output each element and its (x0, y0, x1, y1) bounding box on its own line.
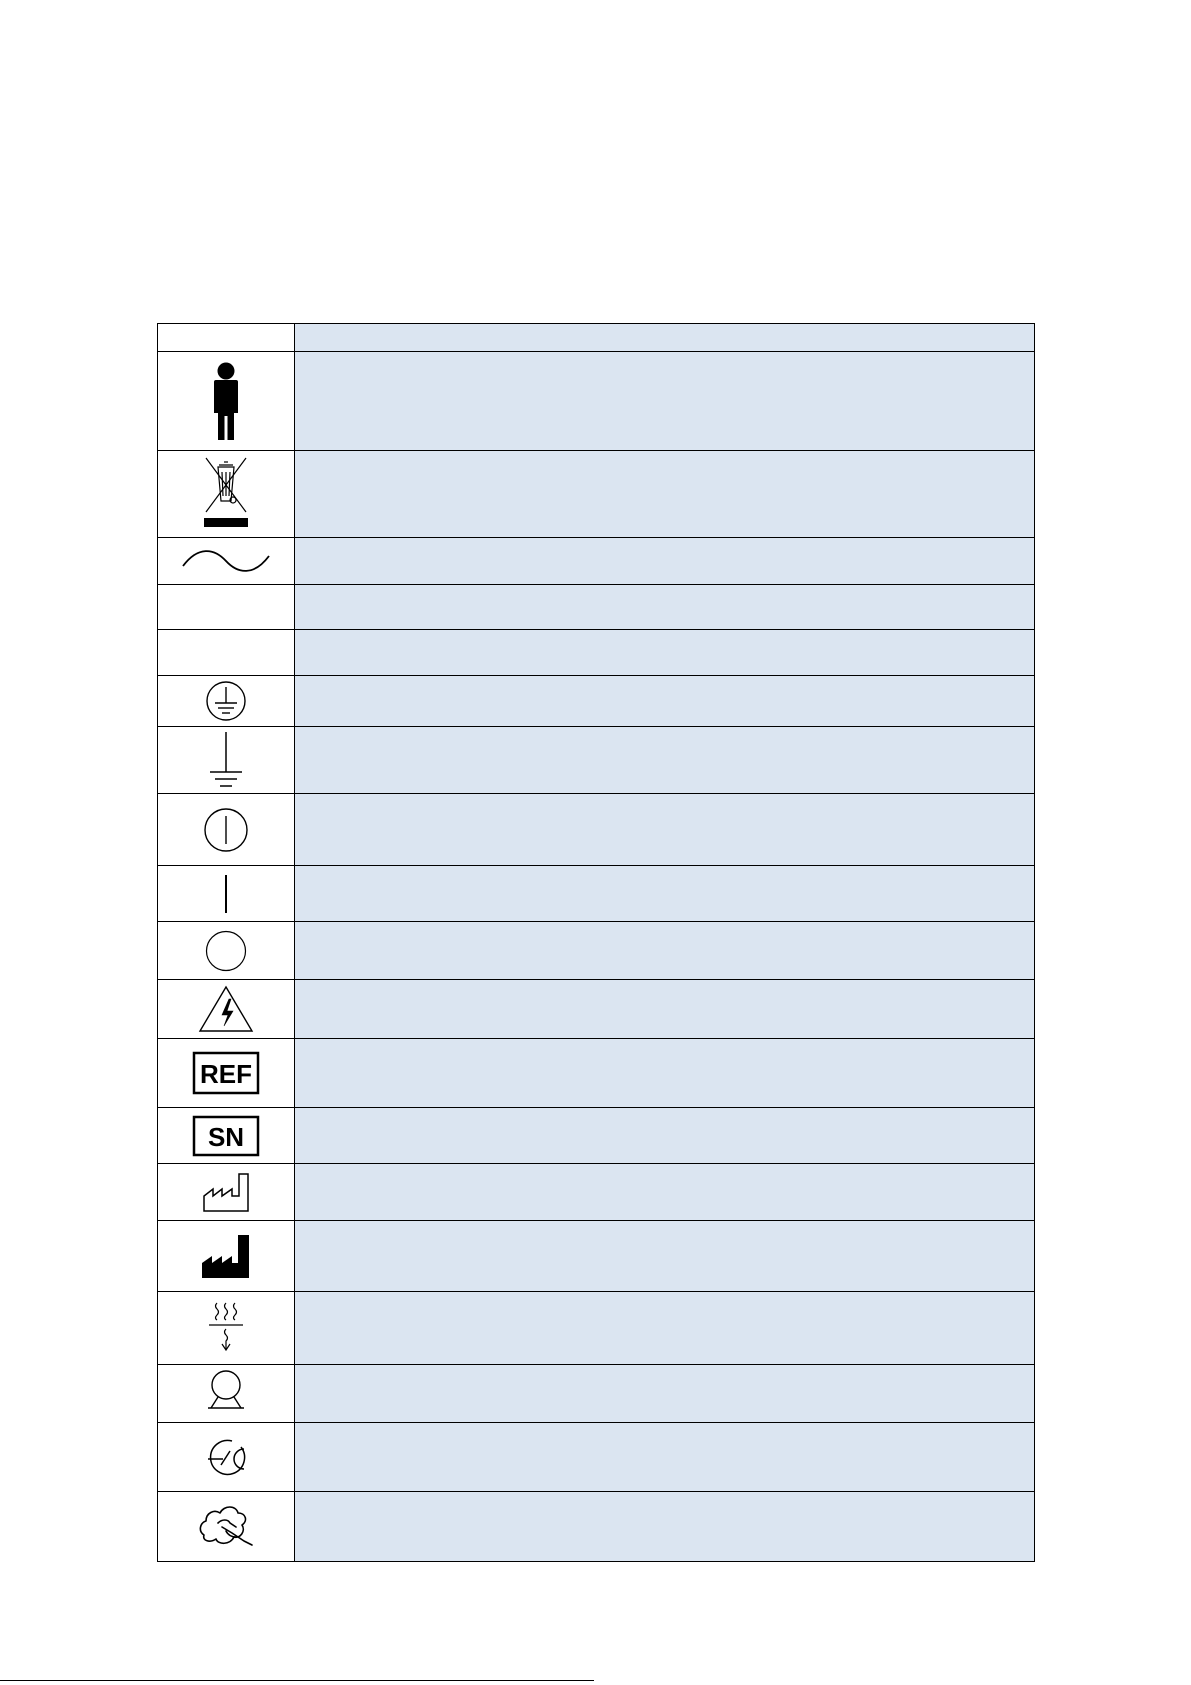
description-cell (295, 1221, 1035, 1292)
lamp-icon (203, 1368, 249, 1420)
table-row (158, 1039, 1035, 1108)
symbol-cell (158, 451, 295, 538)
table-row (158, 538, 1035, 585)
table-row (158, 1108, 1035, 1164)
table-row (158, 922, 1035, 980)
footnote-separator (0, 1680, 594, 1681)
table-row (158, 866, 1035, 922)
manufacturer-icon (200, 1232, 252, 1280)
table-row (158, 630, 1035, 676)
symbol-cell (158, 352, 295, 451)
heat-output-icon (203, 1300, 249, 1356)
timer-switch-icon (201, 1433, 251, 1481)
symbol-cell (158, 676, 295, 727)
description-cell (295, 1492, 1035, 1562)
description-cell (295, 676, 1035, 727)
symbols-table (157, 323, 1035, 1562)
table-row (158, 1164, 1035, 1221)
symbol-cell (158, 1492, 295, 1562)
sn-label: SN (207, 1121, 245, 1152)
symbol-cell (158, 1221, 295, 1292)
symbol-cell (158, 630, 295, 676)
description-cell (295, 1164, 1035, 1221)
description-cell (295, 1039, 1035, 1108)
description-cell (295, 451, 1035, 538)
symbol-cell (158, 1039, 295, 1108)
description-cell (295, 585, 1035, 630)
symbol-cell (158, 794, 295, 866)
description-cell (295, 1108, 1035, 1164)
weee-disposal-icon (200, 456, 252, 532)
table-row (158, 1423, 1035, 1492)
power-off-icon (203, 928, 249, 974)
table-row (158, 727, 1035, 794)
symbol-cell (158, 585, 295, 630)
description-cell (295, 794, 1035, 866)
earth-ground-icon (206, 730, 246, 790)
table-row (158, 676, 1035, 727)
table-row (158, 1221, 1035, 1292)
cleaning-wipe-icon (196, 1501, 256, 1553)
high-voltage-warning-icon (197, 984, 255, 1034)
table-header-row (158, 324, 1035, 352)
description-cell (295, 538, 1035, 585)
ref-label: REF (200, 1059, 252, 1089)
symbol-cell (158, 1292, 295, 1365)
symbol-cell (158, 1164, 295, 1221)
table-row (158, 1292, 1035, 1365)
description-cell (295, 1365, 1035, 1423)
table-row (158, 980, 1035, 1039)
table-row (158, 794, 1035, 866)
symbol-cell (158, 538, 295, 585)
symbol-cell (158, 1108, 295, 1164)
symbol-cell (158, 980, 295, 1039)
table-row (158, 585, 1035, 630)
description-cell (295, 352, 1035, 451)
on-off-push-icon (201, 806, 251, 854)
table-row (158, 451, 1035, 538)
description-cell (295, 727, 1035, 794)
power-on-icon (216, 873, 236, 915)
description-cell (295, 1292, 1035, 1365)
symbol-cell (158, 1365, 295, 1423)
description-cell (295, 1423, 1035, 1492)
symbol-header-cell (158, 324, 295, 352)
symbol-cell (158, 866, 295, 922)
symbol-cell (158, 727, 295, 794)
patient-applied-part-icon (204, 361, 248, 441)
table-row (158, 1365, 1035, 1423)
protective-earth-icon (201, 679, 251, 723)
description-cell (295, 630, 1035, 676)
table-row (158, 1492, 1035, 1562)
description-header-cell (295, 324, 1035, 352)
description-cell (295, 922, 1035, 980)
symbol-cell (158, 922, 295, 980)
description-cell (295, 866, 1035, 922)
symbol-cell (158, 1423, 295, 1492)
alternating-current-icon (180, 544, 272, 578)
serial-number-icon (192, 1114, 260, 1158)
ref-catalogue-number-icon (192, 1050, 260, 1096)
description-cell (295, 980, 1035, 1039)
date-of-manufacture-icon (201, 1170, 251, 1214)
table-row (158, 352, 1035, 451)
